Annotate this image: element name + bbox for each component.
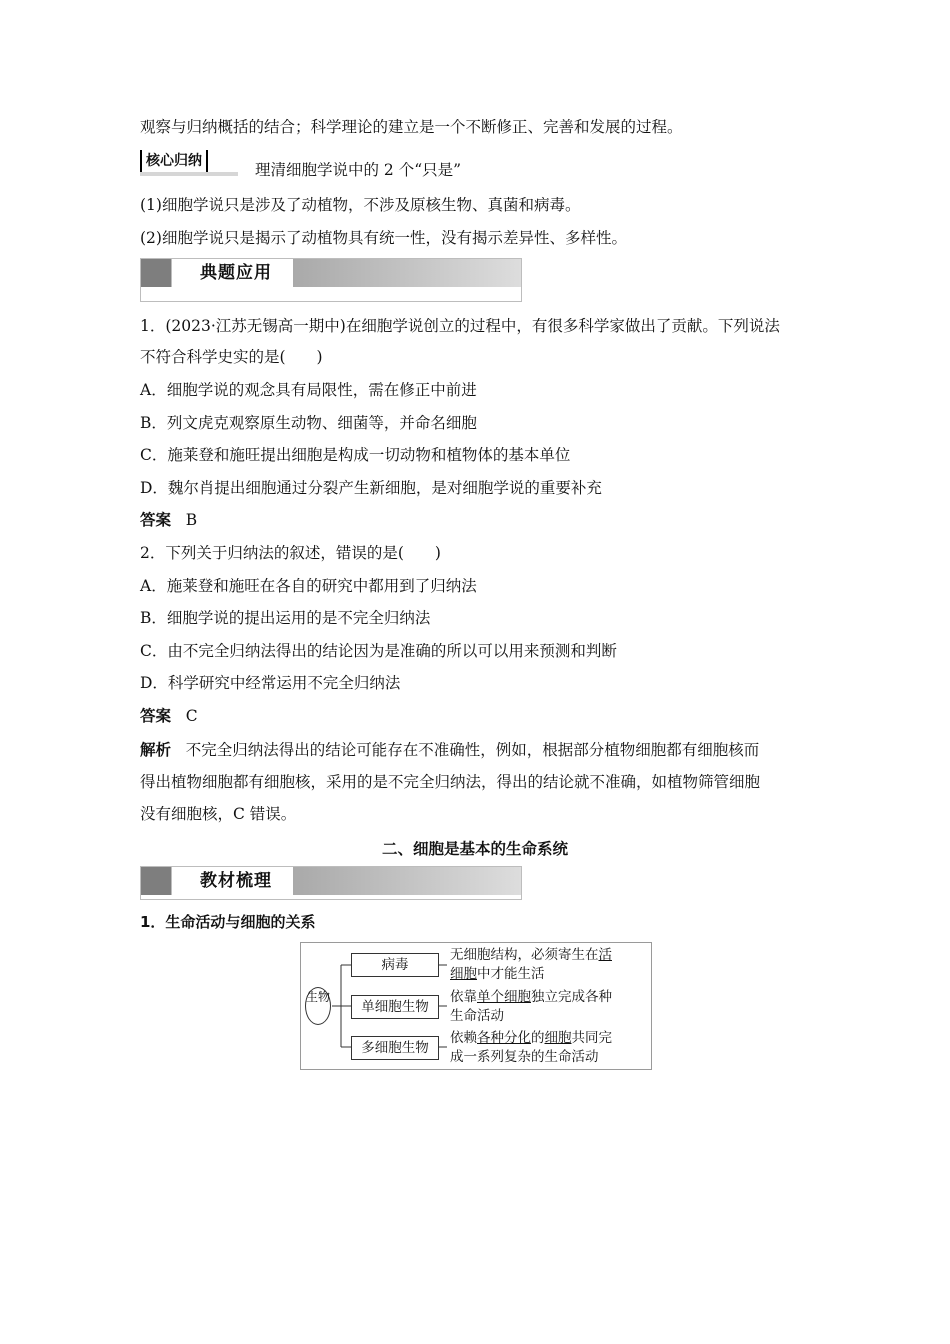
root-label: 生物 bbox=[306, 990, 331, 1004]
single-desc-line-2: 生命活动 bbox=[450, 1008, 504, 1024]
core-summary-tag: 核心归纳 bbox=[140, 150, 208, 172]
multi-desc-line-2: 成一系列复杂的生命活动 bbox=[450, 1049, 599, 1065]
desc-underlined: 细胞 bbox=[450, 966, 477, 982]
section-banner-typical-questions bbox=[140, 258, 522, 302]
core-tag-underline bbox=[140, 172, 238, 176]
answer-value: C bbox=[185, 707, 198, 725]
core-point-2: (2)细胞学说只是揭示了动植物具有统一性，没有揭示差异性、多样性。 bbox=[140, 229, 627, 247]
diagram-multi-cell-box: 多细胞生物 bbox=[351, 1036, 439, 1060]
desc-text: 依靠 bbox=[450, 989, 477, 1005]
desc-text: 独立完成各种 bbox=[531, 989, 612, 1005]
q2-stem: 2．下列关于归纳法的叙述，错误的是( ) bbox=[140, 544, 441, 562]
q1-option-d: D．魏尔肖提出细胞通过分裂产生新细胞，是对细胞学说的重要补充 bbox=[140, 479, 602, 497]
life-cell-diagram bbox=[300, 942, 652, 1070]
desc-underlined: 活 bbox=[598, 947, 612, 963]
desc-underlined: 细胞 bbox=[544, 1030, 572, 1046]
q1-answer bbox=[140, 510, 197, 530]
section-title: 二、细胞是基本的生命系统 bbox=[381, 839, 568, 858]
multi-desc-line-1 bbox=[450, 1029, 612, 1048]
diagram-virus-box: 病毒 bbox=[351, 953, 439, 977]
answer-label: 答案 bbox=[140, 510, 172, 529]
virus-desc-line-2 bbox=[450, 965, 545, 984]
answer-value: B bbox=[185, 511, 198, 529]
analysis-text: 不完全归纳法得出的结论可能存在不准确性，例如，根据部分植物细胞都有细胞核而 bbox=[185, 741, 760, 759]
single-desc-line-1 bbox=[450, 988, 612, 1007]
q2-option-c: C．由不完全归纳法得出的结论因为是准确的所以可以用来预测和判断 bbox=[140, 642, 617, 660]
answer-label: 答案 bbox=[140, 706, 172, 725]
subsection-title: 1．生命活动与细胞的关系 bbox=[140, 913, 316, 931]
q2-option-b: B．细胞学说的提出运用的是不完全归纳法 bbox=[140, 609, 431, 627]
section-banner-textbook bbox=[140, 866, 522, 900]
q2-analysis-line-3: 没有细胞核，C 错误。 bbox=[140, 805, 297, 823]
diagram-single-cell-box: 单细胞生物 bbox=[351, 995, 439, 1019]
core-title: 理清细胞学说中的 2 个“只是” bbox=[255, 161, 462, 179]
desc-underlined: 各种分化 bbox=[477, 1030, 531, 1046]
q1-option-a: A．细胞学说的观念具有局限性，需在修正中前进 bbox=[140, 381, 477, 399]
analysis-label: 解析 bbox=[140, 740, 172, 759]
intro-line: 观察与归纳概括的结合；科学理论的建立是一个不断修正、完善和发展的过程。 bbox=[140, 118, 683, 136]
q2-analysis-line-1 bbox=[140, 740, 759, 760]
desc-text: 依赖 bbox=[450, 1030, 477, 1046]
desc-text: 无细胞结构，必须寄生在 bbox=[450, 947, 599, 963]
desc-text: 中才能生活 bbox=[477, 966, 545, 982]
desc-text: 共同完 bbox=[571, 1030, 612, 1046]
q1-option-b: B．列文虎克观察原生动物、细菌等，并命名细胞 bbox=[140, 414, 477, 432]
q1-stem-line-2: 不符合科学史实的是( ) bbox=[140, 348, 323, 366]
virus-desc-line-1 bbox=[450, 946, 612, 965]
banner-title: 典题应用 bbox=[200, 263, 272, 283]
core-point-1: (1)细胞学说只是涉及了动植物，不涉及原核生物、真菌和病毒。 bbox=[140, 196, 581, 214]
q1-stem-line-1: 1．(2023·江苏无锡高一期中)在细胞学说创立的过程中，有很多科学家做出了贡献。下列说法 bbox=[140, 317, 780, 335]
desc-text: 的 bbox=[531, 1030, 545, 1046]
q1-option-c: C．施莱登和施旺提出细胞是构成一切动物和植物体的基本单位 bbox=[140, 446, 571, 464]
q2-option-d: D．科学研究中经常运用不完全归纳法 bbox=[140, 674, 401, 692]
q2-answer bbox=[140, 706, 198, 726]
desc-underlined: 单个细胞 bbox=[477, 989, 531, 1005]
banner-title: 教材梳理 bbox=[200, 871, 272, 891]
q2-analysis-line-2: 得出植物细胞都有细胞核，采用的是不完全归纳法，得出的结论就不准确，如植物筛管细胞 bbox=[140, 773, 761, 791]
q2-option-a: A．施莱登和施旺在各自的研究中都用到了归纳法 bbox=[140, 577, 477, 595]
